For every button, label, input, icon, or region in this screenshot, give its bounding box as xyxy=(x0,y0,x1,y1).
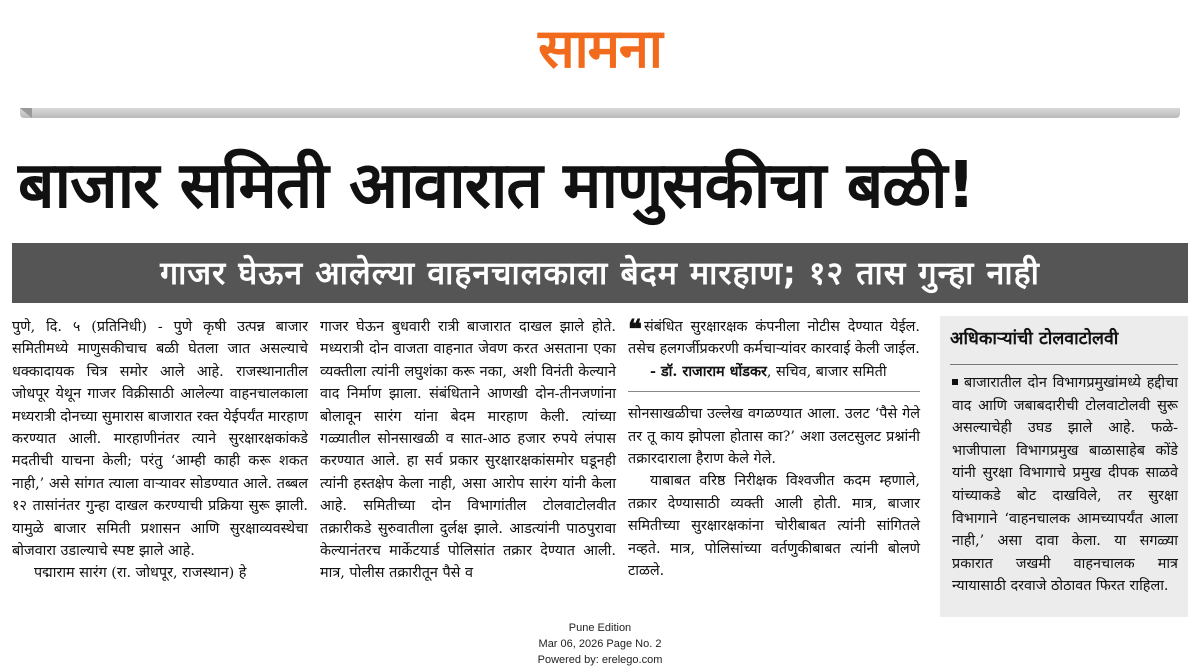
bullet-square-icon xyxy=(952,379,958,385)
article-column-1 xyxy=(12,316,308,585)
quote-divider xyxy=(628,391,920,392)
article-paragraph: सोनसाखळीचा उल्लेख वगळण्यात आला. उलट ‘पैसे गेले तर तू काय झोपला होतास का?’ अशा उलटसुलट प्रश्नांनी तक्रारदाराला हैराण केले गेले. xyxy=(628,406,920,468)
article-paragraph: पुणे, दि. ५ (प्रतिनिधी) - पुणे कृषी उत्पन्न बाजार समितीमध्ये माणुसकीचाच बळी घेतला जात असल्याचे धक्कादायक चित्र समोर आले आहे. राजस्थानातील जोधपूर येथून गाजर विक्रीसाठी आलेल्या वाहनचालकाला मध्यरात्री दोनच्या सुमारास बाजारात रक्त येईपर्यंत मारहाण करण्यात आली. मारहाणीनंतर त्याने सुरक्षारक्षकांकडे मदतीची याचना केली; परंतु ‘आम्ही काही करू शकत नाही,’ असे सांगत त्याला वाऱ्यावर सोडण्यात आले. तब्बल १२ तासांनंतर गुन्हा दाखल करण्याची प्रक्रिया सुरू झाली. यामुळे बाजार समिती प्रशासन आणि सुरक्षाव्यवस्थेचा बोजवारा उडाल्याचे स्पष्ट झाले आहे. xyxy=(12,319,308,560)
pull-quote-text: संबंधित सुरक्षारक्षक कंपनीला नोटीस देण्यात येईल. तसेच हलगर्जीप्रकरणी कर्मचाऱ्यांवर कारवाई केली जाईल. xyxy=(628,319,920,358)
article-paragraph: पद्माराम सारंग (रा. जोधपूर, राजस्थान) हे xyxy=(34,565,247,582)
headline: बाजार समिती आवारात माणुसकीचा बळी! xyxy=(18,149,975,223)
article-paragraph: याबाबत वरिष्ठ निरीक्षक विश्वजीत कदम म्हणाले, तक्रार देण्यासाठी व्यक्ती आली होती. मात्र, बाजार समितीच्या सुरक्षारक्षकांना चोरीबाबत त्यांनी सांगितले नव्हते. मात्र, पोलिसांच्या वर्तणुकीबाबत त्यांनी बोलणे टाळले. xyxy=(628,473,920,580)
masthead-divider xyxy=(20,108,1180,118)
sidebar-title: अधिकाऱ्यांची टोलवाटोलवी xyxy=(950,329,1119,349)
subheadline: गाजर घेऊन आलेल्या वाहनचालकाला बेदम मारहाण; १२ तास गुन्हा नाही xyxy=(160,254,1040,292)
sidebar-text: बाजारातील दोन विभागप्रमुखांमध्ये हद्दीचा वाद आणि जबाबदारीची टोलवाटोलवी सुरू असल्याचेही उघड झाले आहे. फळे-भाजीपाला विभागप्रमुख बाळासाहेब कोंडे यांनी सुरक्षा विभागाचे प्रमुख दीपक साळवे यांच्याकडे बोट दाखविले, तर सुरक्षा विभागाने ‘वाहनचालक आमच्यापर्यंत आला नाही,’ असा दावा केला. या सगळ्या प्रकारात जखमी वाहनचालक मात्र न्यायासाठी दरवाजे ठोठावत फिरत राहिला. xyxy=(952,375,1178,595)
pull-quote-attribution xyxy=(628,361,920,383)
sidebar-body xyxy=(952,372,1178,598)
subheadline-bar xyxy=(12,243,1188,303)
quote-mark-icon: ❝ xyxy=(628,315,642,345)
footer-date-page: Mar 06, 2026 Page No. 2 xyxy=(538,638,662,650)
footer-powered-by: Powered by: erelego.com xyxy=(537,654,663,666)
quote-author-title: , सचिव, बाजार समिती xyxy=(766,363,887,380)
newspaper-logo: सामना xyxy=(538,17,662,80)
article-column-2 xyxy=(320,316,616,585)
page-footer xyxy=(400,620,800,668)
article-paragraph: गाजर घेऊन बुधवारी रात्री बाजारात दाखल झाले होते. मध्यरात्री दोन वाजता वाहनात जेवण करत असताना एका व्यक्तीला त्यांनी लघुशंका करू नका, अशी विनंती केल्याने वाद निर्माण झाला. संबंधिताने आणखी दोन-तीनजणांना बोलावून सारंग यांना बेदम मारहाण केली. त्यांच्या गळ्यातील सोनसाखळी व सात-आठ हजार रुपये लंपास करण्यात आले. हा सर्व प्रकार सुरक्षारक्षकांसमोर घडूनही त्यांनी हस्तक्षेप केला नाही, असा आरोप सारंग यांनी केला आहे. समितीच्या दोन विभागांतील टोलवाटोलवीत तक्रारीकडे सुरुवातीला दुर्लक्ष झाले. आडत्यांनी पाठपुरावा केल्यानंतरच मार्केटयार्ड पोलिसांत तक्रार देण्यात आली. मात्र, पोलीस तक्रारीतून पैसे व xyxy=(320,319,616,582)
pull-quote xyxy=(628,316,920,383)
footer-edition: Pune Edition xyxy=(568,622,632,634)
sidebar-divider xyxy=(950,364,1178,365)
quote-author: - डॉ. राजाराम धोंडकर xyxy=(650,362,767,380)
sidebar-box xyxy=(940,316,1188,617)
article-column-3 xyxy=(628,316,920,582)
masthead xyxy=(0,0,1200,100)
